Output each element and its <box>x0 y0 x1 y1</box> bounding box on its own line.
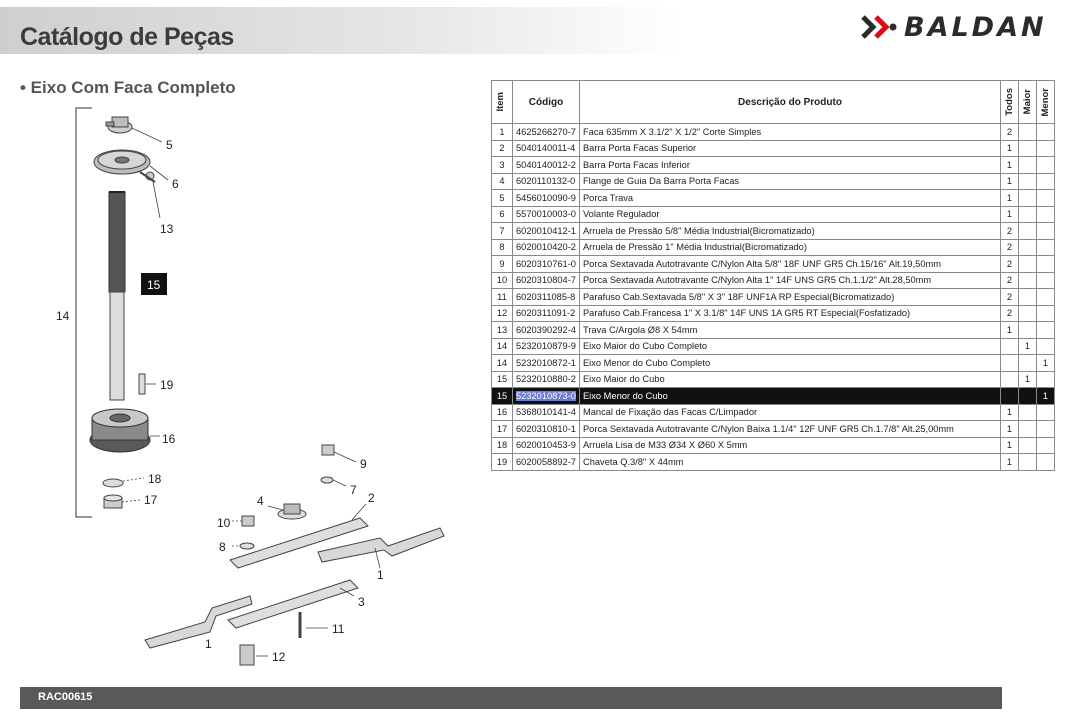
cell-qty-menor <box>1036 239 1054 256</box>
part-code: 5232010872-1 <box>516 357 576 368</box>
callout-label: 1 <box>205 637 212 651</box>
cell-code <box>513 272 580 289</box>
table-row[interactable] <box>492 338 1055 355</box>
cell-qty-menor <box>1036 289 1054 306</box>
table-row[interactable] <box>492 371 1055 388</box>
part-code: 6020110132-0 <box>516 176 576 187</box>
callout-label: 1 <box>377 568 384 582</box>
cell-qty-todos: 1 <box>1000 140 1018 157</box>
cell-qty-maior <box>1018 223 1036 240</box>
cell-qty-menor <box>1036 272 1054 289</box>
cell-code <box>513 322 580 339</box>
section-title: • Eixo Com Faca Completo <box>20 78 236 97</box>
cell-qty-todos: 2 <box>1000 256 1018 273</box>
cell-qty-menor <box>1036 322 1054 339</box>
cell-qty-todos: 2 <box>1000 223 1018 240</box>
part-code: 6020058892-7 <box>516 456 576 467</box>
col-header-todos: Todos <box>1000 81 1018 124</box>
cell-qty-maior <box>1018 388 1036 405</box>
cell-code <box>513 173 580 190</box>
part-code: 5232010880-2 <box>516 374 576 385</box>
table-row[interactable] <box>492 355 1055 372</box>
cell-qty-maior: 1 <box>1018 371 1036 388</box>
table-row[interactable] <box>492 305 1055 322</box>
pin-part <box>140 172 155 182</box>
table-row[interactable] <box>492 322 1055 339</box>
table-row[interactable] <box>492 206 1055 223</box>
cell-item: 5 <box>492 190 513 207</box>
cell-qty-todos: 1 <box>1000 437 1018 454</box>
cell-qty-maior <box>1018 256 1036 273</box>
cell-qty-todos: 1 <box>1000 421 1018 438</box>
callout-label: 18 <box>148 472 162 486</box>
cell-qty-todos: 2 <box>1000 289 1018 306</box>
cell-code <box>513 338 580 355</box>
callout-label: 12 <box>272 650 286 664</box>
cell-description: Eixo Menor do Cubo Completo <box>579 355 1000 372</box>
cell-code <box>513 421 580 438</box>
callout-label: 11 <box>332 622 345 636</box>
part-code: 4625266270-7 <box>516 126 576 137</box>
table-row[interactable] <box>492 421 1055 438</box>
cell-qty-maior <box>1018 322 1036 339</box>
brand-logo <box>860 10 1047 44</box>
cell-description: Volante Regulador <box>579 206 1000 223</box>
cell-item: 11 <box>492 289 513 306</box>
table-row[interactable] <box>492 404 1055 421</box>
cell-description: Trava C/Argola Ø8 X 54mm <box>579 322 1000 339</box>
cell-code <box>513 206 580 223</box>
cell-qty-menor <box>1036 404 1054 421</box>
part-code: 6020310804-7 <box>516 275 576 286</box>
chevron-arrows-icon <box>860 13 900 41</box>
cell-qty-menor <box>1036 454 1054 471</box>
table-row[interactable] <box>492 173 1055 190</box>
cell-qty-maior <box>1018 454 1036 471</box>
cell-qty-menor <box>1036 437 1054 454</box>
callout-label: 14 <box>56 309 70 323</box>
cell-qty-menor <box>1036 421 1054 438</box>
cell-qty-menor <box>1036 256 1054 273</box>
callout-label: 16 <box>162 432 176 446</box>
cell-item: 1 <box>492 124 513 141</box>
cell-qty-todos: 1 <box>1000 454 1018 471</box>
callout-label: 9 <box>360 457 367 471</box>
col-header-description: Descrição do Produto <box>579 81 1000 124</box>
cell-item: 14 <box>492 355 513 372</box>
table-row[interactable] <box>492 190 1055 207</box>
cell-code <box>513 437 580 454</box>
callout-label: 19 <box>160 378 174 392</box>
col-header-menor: Menor <box>1036 81 1054 124</box>
part-code: 6020310761-0 <box>516 258 576 269</box>
part-code: 6020311085-8 <box>516 291 576 302</box>
parts-table-body <box>492 124 1055 471</box>
cell-code <box>513 355 580 372</box>
part-code: 6020311091-2 <box>516 308 576 319</box>
part-code: 5232010873-0 <box>516 390 576 401</box>
part-code: 6020010412-1 <box>516 225 576 236</box>
cell-item: 15 <box>492 388 513 405</box>
cell-code <box>513 140 580 157</box>
cell-code <box>513 190 580 207</box>
guide-flange-part <box>278 504 306 519</box>
cell-qty-todos: 1 <box>1000 322 1018 339</box>
cell-qty-todos: 1 <box>1000 206 1018 223</box>
table-row[interactable] <box>492 289 1055 306</box>
cell-qty-maior <box>1018 157 1036 174</box>
cell-qty-menor <box>1036 305 1054 322</box>
cell-item: 18 <box>492 437 513 454</box>
callout-label: 13 <box>160 222 174 236</box>
cell-qty-menor: 1 <box>1036 388 1054 405</box>
part-code: 5040140011-4 <box>516 143 576 154</box>
cell-qty-maior <box>1018 173 1036 190</box>
shaft-part <box>109 192 125 400</box>
cell-item: 12 <box>492 305 513 322</box>
cell-description: Barra Porta Facas Inferior <box>579 157 1000 174</box>
cell-qty-menor <box>1036 157 1054 174</box>
cell-qty-menor <box>1036 371 1054 388</box>
table-row[interactable] <box>492 388 1055 405</box>
table-row[interactable] <box>492 223 1055 240</box>
callout-label: 2 <box>368 491 375 505</box>
washer-part <box>103 479 123 487</box>
table-header-row <box>492 81 1055 124</box>
cell-code <box>513 256 580 273</box>
cell-code <box>513 239 580 256</box>
callout-label: 4 <box>257 494 264 508</box>
cell-qty-todos: 2 <box>1000 239 1018 256</box>
callout-label: 15 <box>147 278 161 292</box>
table-row[interactable] <box>492 157 1055 174</box>
catalog-reference-code: RAC00615 <box>38 691 93 703</box>
cell-item: 7 <box>492 223 513 240</box>
cell-qty-maior <box>1018 140 1036 157</box>
callout-label: 7 <box>350 483 357 497</box>
bearing-part <box>90 409 150 452</box>
part-code: 6020390292-4 <box>516 324 576 335</box>
cell-qty-menor <box>1036 223 1054 240</box>
cell-item: 9 <box>492 256 513 273</box>
cell-description: Flange de Guia Da Barra Porta Facas <box>579 173 1000 190</box>
cell-qty-todos <box>1000 371 1018 388</box>
cell-qty-todos: 1 <box>1000 190 1018 207</box>
cell-description: Arruela de Pressão 5/8" Média Industrial(Bicromatizado) <box>579 223 1000 240</box>
table-row[interactable] <box>492 272 1055 289</box>
cell-item: 13 <box>492 322 513 339</box>
nut-part <box>104 495 122 508</box>
exploded-parts-diagram <box>0 100 470 680</box>
cell-qty-maior <box>1018 355 1036 372</box>
cell-description: Porca Sextavada Autotravante C/Nylon Baixa 1.1/4" 12F UNF GR5 Ch.1.7/8" Alt.25,00mm <box>579 421 1000 438</box>
cell-item: 14 <box>492 338 513 355</box>
cell-qty-menor <box>1036 124 1054 141</box>
callout-label: 6 <box>172 177 179 191</box>
cell-qty-maior <box>1018 289 1036 306</box>
cell-qty-maior <box>1018 404 1036 421</box>
cell-description: Barra Porta Facas Superior <box>579 140 1000 157</box>
part-code: 5368010141-4 <box>516 407 576 418</box>
cell-qty-maior: 1 <box>1018 338 1036 355</box>
cell-description: Faca 635mm X 3.1/2" X 1/2" Corte Simples <box>579 124 1000 141</box>
cell-description: Porca Trava <box>579 190 1000 207</box>
callout-label: 3 <box>358 595 365 609</box>
col-header-item: Item <box>492 81 513 124</box>
table-row[interactable] <box>492 256 1055 273</box>
part-code: 5570010003-0 <box>516 209 576 220</box>
cell-code <box>513 157 580 174</box>
footer-bar <box>20 687 1002 709</box>
cell-qty-maior <box>1018 239 1036 256</box>
cell-item: 2 <box>492 140 513 157</box>
cell-item: 3 <box>492 157 513 174</box>
cell-code <box>513 223 580 240</box>
cell-description: Mancal de Fixação das Facas C/Limpador <box>579 404 1000 421</box>
part-code: 5456010090-9 <box>516 192 576 203</box>
callout-label: 8 <box>219 540 226 554</box>
cell-qty-menor <box>1036 338 1054 355</box>
cell-item: 17 <box>492 421 513 438</box>
table-row[interactable] <box>492 140 1055 157</box>
cell-qty-maior <box>1018 421 1036 438</box>
cell-qty-todos: 1 <box>1000 404 1018 421</box>
part-code: 6020010453-9 <box>516 440 576 451</box>
cell-code <box>513 404 580 421</box>
cell-qty-menor: 1 <box>1036 355 1054 372</box>
cell-code <box>513 124 580 141</box>
page-title: Catálogo de Peças <box>20 23 234 51</box>
cell-qty-maior <box>1018 190 1036 207</box>
cell-description: Eixo Maior do Cubo <box>579 371 1000 388</box>
cell-qty-todos <box>1000 355 1018 372</box>
cell-code <box>513 305 580 322</box>
cell-qty-maior <box>1018 206 1036 223</box>
part-code: 6020310810-1 <box>516 423 576 434</box>
parts-table <box>491 80 1055 471</box>
cell-qty-maior <box>1018 124 1036 141</box>
cell-qty-todos: 2 <box>1000 124 1018 141</box>
cell-description: Parafuso Cab.Francesa 1" X 3.1/8" 14F UNS 1A GR5 RT Especial(Fosfatizado) <box>579 305 1000 322</box>
callout-label: 10 <box>217 516 231 530</box>
cell-qty-todos: 2 <box>1000 272 1018 289</box>
cell-description: Chaveta Q.3/8" X 44mm <box>579 454 1000 471</box>
callout-labels <box>56 128 384 664</box>
cell-qty-menor <box>1036 173 1054 190</box>
part-code: 6020010420-2 <box>516 242 576 253</box>
cell-code <box>513 371 580 388</box>
cell-description: Arruela Lisa de M33 Ø34 X Ø60 X 5mm <box>579 437 1000 454</box>
cell-code <box>513 289 580 306</box>
cell-description: Eixo Menor do Cubo <box>579 388 1000 405</box>
cell-item: 19 <box>492 454 513 471</box>
callout-label: 5 <box>166 138 173 152</box>
cell-qty-todos: 1 <box>1000 173 1018 190</box>
cell-qty-menor <box>1036 206 1054 223</box>
cell-qty-todos <box>1000 388 1018 405</box>
part-code: 5040140012-2 <box>516 159 576 170</box>
cell-code <box>513 454 580 471</box>
cell-qty-todos <box>1000 338 1018 355</box>
cell-code <box>513 388 580 405</box>
table-row[interactable] <box>492 124 1055 141</box>
cell-item: 16 <box>492 404 513 421</box>
cell-qty-menor <box>1036 190 1054 207</box>
cell-qty-maior <box>1018 272 1036 289</box>
callout-label: 17 <box>144 493 158 507</box>
cell-description: Arruela de Pressão 1" Média Industrial(Bicromatizado) <box>579 239 1000 256</box>
cell-qty-maior <box>1018 305 1036 322</box>
table-row[interactable] <box>492 437 1055 454</box>
table-row[interactable] <box>492 454 1055 471</box>
table-row[interactable] <box>492 239 1055 256</box>
cell-qty-todos: 2 <box>1000 305 1018 322</box>
cell-item: 15 <box>492 371 513 388</box>
header-bar <box>0 7 680 54</box>
cell-qty-todos: 1 <box>1000 157 1018 174</box>
cell-description: Parafuso Cab.Sextavada 5/8" X 3" 18F UNF1A RP Especial(Bicromatizado) <box>579 289 1000 306</box>
cell-description: Porca Sextavada Autotravante C/Nylon Alta 5/8" 18F UNF GR5 Ch.15/16" Alt.19,50mm <box>579 256 1000 273</box>
cell-qty-maior <box>1018 437 1036 454</box>
lock-nut-part <box>106 117 132 133</box>
cell-item: 6 <box>492 206 513 223</box>
col-header-maior: Maior <box>1018 81 1036 124</box>
handwheel-part <box>94 150 150 174</box>
cell-item: 10 <box>492 272 513 289</box>
cell-qty-menor <box>1036 140 1054 157</box>
col-header-code: Código <box>513 81 580 124</box>
cell-item: 8 <box>492 239 513 256</box>
cell-description: Porca Sextavada Autotravante C/Nylon Alta 1" 14F UNS GR5 Ch.1.1/2" Alt.28,50mm <box>579 272 1000 289</box>
cell-item: 4 <box>492 173 513 190</box>
part-code: 5232010879-9 <box>516 341 576 352</box>
cell-description: Eixo Maior do Cubo Completo <box>579 338 1000 355</box>
brand-name: BALDAN <box>904 11 1047 43</box>
key-part <box>139 374 145 394</box>
